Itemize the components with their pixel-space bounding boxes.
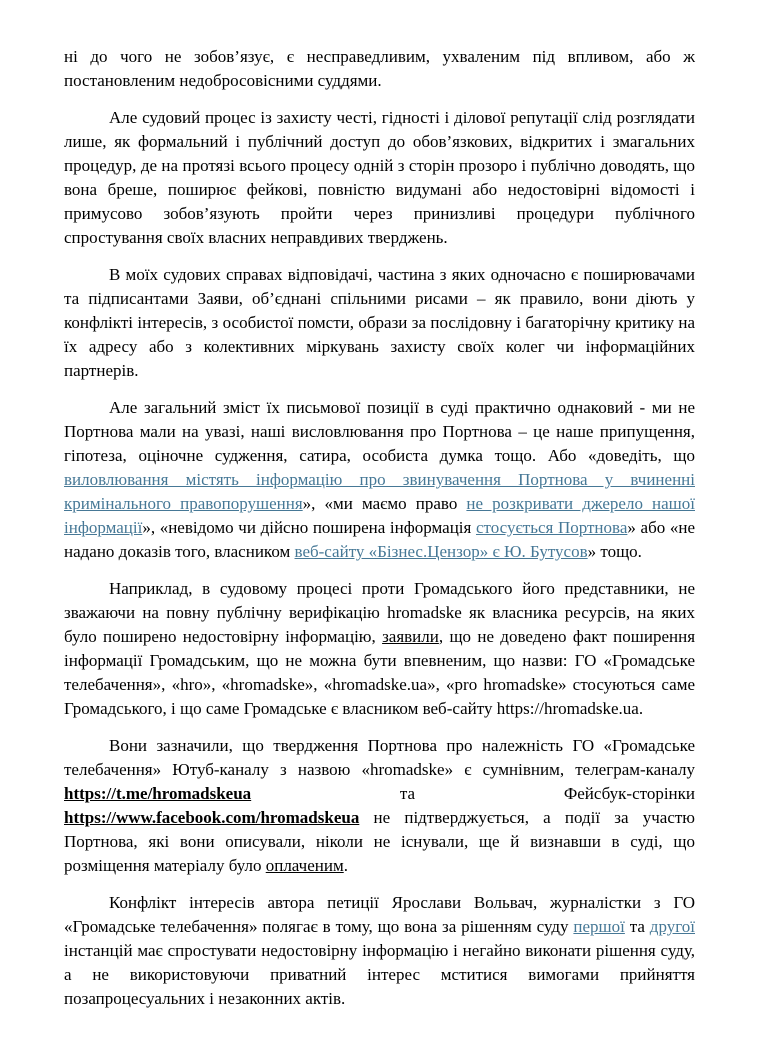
text-run: . [343,856,348,875]
paragraph-4 [64,396,695,564]
hyperlink[interactable]: першої [573,917,625,936]
paragraph-7 [64,891,695,1011]
paragraph-2 [64,106,695,250]
text-run: », «невідомо чи дійсно поширена інформація [142,518,476,537]
text-run: , що не доведено факт поширення інформації Громадським, що не можна бути впевненим, що назви: ГО «Громадське телебачення», «hro», «hromadske», «hromadske.ua», «pro hromadske» стосуються саме Громадського, і що саме Громадське є власником веб-сайту https://hromadske.ua. [64,627,696,718]
underlined-text: заявили [382,627,439,646]
text-run: », «ми маємо право [302,494,467,513]
text-run: та [624,917,650,936]
underlined-text: оплаченим [265,856,344,875]
paragraph-3 [64,263,695,383]
text-run: Але судовий процес із захисту честі, гідності і ділової репутації слід розглядати лише, як формальний і публічний доступ до обов’язкових, відкритих і змагальних процедур, де на протязі всього процесу одній з сторін прозоро і публічно доводять, що вона бреше, поширює фейкові, повністю видумані або недостовірні відомості і примусово зобов’язують пройти через принизливі процедури публічного спростування своїх власних неправдивих тверджень. [64,108,695,247]
hyperlink[interactable]: стосується Портнова [475,518,628,537]
hyperlink[interactable]: другої [649,917,695,936]
text-run: Але загальний зміст їх письмової позиції в суді практично однаковий - ми не Портнова мали на увазі, наші висловлювання про Портнова – це наше припущення, гіпотеза, оціночне судження, сатира, особиста думка тощо. Або «доведіть, що [64,398,695,465]
text-run: В моїх судових справах відповідачі, частина з яких одночасно є поширювачами та підписантами Заяви, об’єднані спільними рисами – як правило, вони діють у конфлікті інтересів, з особистої помсти, образи за послідовну і багаторічну критику на їх адресу або з колективних міркувань захисту своїх колег чи інформаційних партнерів. [64,265,695,380]
paragraph-6 [64,734,695,878]
text-run: Конфлікт інтересів автора петиції Ярослави Вольвач, журналістки з ГО «Громадське телебачення» полягає в тому, що вона за рішенням суду [64,893,695,936]
text-run: не підтверджується, а події за участю Портнова, які вони описували, ніколи не існували, ще й визнавши в суді, що розміщення матеріалу було [64,808,695,875]
hyperlink[interactable]: веб-сайту «Бізнес.Цензор» є Ю. Бутусов [294,542,588,561]
hyperlink[interactable]: виловлювання містять інформацію про звинувачення Портнова у вчиненні кримінального правопорушення [64,470,695,513]
paragraph-1 [64,45,695,93]
text-run: Наприклад, в судовому процесі проти Громадського його представники, не зважаючи на повну публічну верифікацію hromadske як власника ресурсів, на яких було поширено недостовірну інформацію, [64,579,695,646]
text-run: Вони зазначили, що твердження Портнова про належність ГО «Громадське телебачення» Ютуб-каналу з назвою «hromadske» є сумнівним, телеграм-каналу [64,736,695,779]
text-run: » або «не надано доказів того, власником [64,518,695,561]
url-hyperlink[interactable]: https://t.me/hromadskeua [64,784,252,803]
text-run: ні до чого не зобов’язує, є несправедливим, ухваленим під впливом, або ж постановленим недобросовісними суддями. [64,47,695,90]
text-run: та Фейсбук-сторінки [251,784,695,803]
text-run: інстанцій має спростувати недостовірну інформацію і негайно виконати рішення суду, а не використовуючи приватний інтерес мститися вимогами прийняття позапроцесуальних і незаконних актів. [64,941,695,1008]
url-hyperlink[interactable]: https://www.facebook.com/hromadskeua [64,808,360,827]
paragraph-5 [64,577,695,721]
text-run: » тощо. [587,542,642,561]
hyperlink[interactable]: не розкривати джерело нашої інформації [64,494,695,537]
